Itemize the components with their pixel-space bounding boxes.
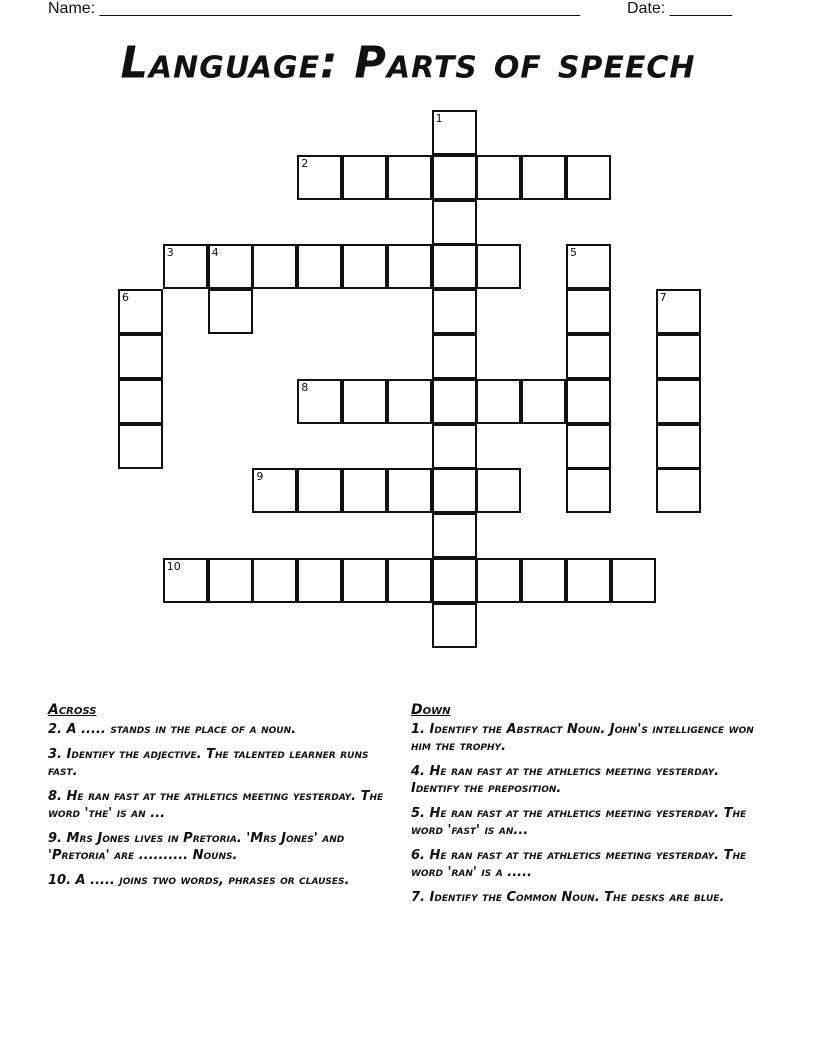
crossword-cell[interactable] [297,155,342,200]
crossword-cell[interactable] [342,468,387,513]
crossword-cell[interactable] [656,334,701,379]
crossword-cell[interactable] [656,468,701,513]
crossword-cell[interactable] [566,468,611,513]
crossword-cell[interactable] [432,289,477,334]
crossword-cell[interactable] [163,244,208,289]
crossword-cell[interactable] [432,424,477,469]
clue-number: 8 [301,380,309,394]
crossword-cell[interactable] [566,558,611,603]
crossword-cell[interactable] [252,468,297,513]
crossword-cell[interactable] [432,468,477,513]
date-line: Date: _______ [627,0,732,17]
crossword-cell[interactable] [387,379,432,424]
crossword-cell[interactable] [521,155,566,200]
across-heading: Across [48,702,97,718]
crossword-cell[interactable] [387,558,432,603]
name-line: Name: ______________________________________________________ [48,0,581,17]
down-clue: 7. Identify the Common Noun. The desks are blue. [411,890,725,905]
crossword-cell[interactable] [297,468,342,513]
crossword-cell[interactable] [476,558,521,603]
across-clue: 9. Mrs Jones lives in Pretoria. 'Mrs Jones' and 'Pretoria' are .......... Nouns. [48,831,345,863]
crossword-cell[interactable] [432,603,477,648]
crossword-cell[interactable] [521,558,566,603]
clue-number: 3 [166,246,174,260]
crossword-cell[interactable] [656,424,701,469]
clue-number: 9 [256,470,264,484]
page-title: Language: Parts of speech [120,37,696,89]
crossword-cell[interactable] [342,244,387,289]
crossword-cell[interactable] [252,244,297,289]
crossword-cell[interactable] [521,379,566,424]
down-clue: 4. He ran fast at the athletics meeting yesterday. Identify the preposition. [411,764,720,796]
crossword-cell[interactable] [611,558,656,603]
clue-number: 2 [301,156,309,170]
crossword-cell[interactable] [163,558,208,603]
crossword-cell[interactable] [566,424,611,469]
crossword-cell[interactable] [566,334,611,379]
down-clue: 5. He ran fast at the athletics meeting yesterday. The word 'fast' is an... [411,806,747,838]
across-clue: 8. He ran fast at the athletics meeting yesterday. The word 'the' is an ... [48,789,384,821]
crossword-cell[interactable] [297,558,342,603]
crossword-cell[interactable] [208,558,253,603]
across-clues [48,702,388,897]
down-clue: 1. Identify the Abstract Noun. John's intelligence won him the trophy. [411,722,754,754]
clue-number: 6 [122,291,129,305]
crossword-cell[interactable] [476,468,521,513]
crossword-cell[interactable] [432,155,477,200]
clue-number: 1 [435,112,443,125]
crossword-cell[interactable] [252,558,297,603]
crossword-cell[interactable] [432,513,477,558]
crossword-cell[interactable] [297,379,342,424]
crossword-cell[interactable] [566,379,611,424]
down-clue: 6. He ran fast at the athletics meeting yesterday. The word 'ran' is a ..... [411,848,747,880]
crossword-cell[interactable] [432,244,477,289]
crossword-cell[interactable] [118,334,163,379]
crossword-cell[interactable] [566,244,611,289]
across-clue: 3. Identify the adjective. The talented learner runs fast. [48,747,369,779]
clue-number: 5 [570,246,577,260]
crossword-cell[interactable] [566,289,611,334]
down-heading: Down [411,702,451,718]
across-clue: 10. A ..... joins two words, phrases or clauses. [48,873,350,888]
clue-number: 10 [166,560,181,573]
crossword-cell[interactable] [476,379,521,424]
crossword-cell[interactable] [387,468,432,513]
crossword-cell[interactable] [387,155,432,200]
crossword-cell[interactable] [118,379,163,424]
clue-number: 4 [211,246,219,260]
crossword-cell[interactable] [342,379,387,424]
crossword-cell[interactable] [432,558,477,603]
crossword-cell[interactable] [566,155,611,200]
crossword-cell[interactable] [476,155,521,200]
crossword-cell[interactable] [118,289,163,334]
crossword-cell[interactable] [476,244,521,289]
down-clues [411,702,763,914]
across-clue: 2. A ..... stands in the place of a noun. [48,722,297,737]
crossword-cell[interactable] [208,244,253,289]
crossword-cell[interactable] [656,379,701,424]
crossword-cell[interactable] [208,289,253,334]
crossword-cell[interactable] [656,289,701,334]
crossword-cell[interactable] [342,558,387,603]
crossword-cell[interactable] [342,155,387,200]
clue-number: 7 [659,291,667,305]
crossword-cell[interactable] [297,244,342,289]
crossword-cell[interactable] [432,379,477,424]
crossword-cell[interactable] [432,200,477,245]
crossword-cell[interactable] [387,244,432,289]
crossword-cell[interactable] [118,424,163,469]
crossword-cell[interactable] [432,110,477,155]
crossword-cell[interactable] [432,334,477,379]
